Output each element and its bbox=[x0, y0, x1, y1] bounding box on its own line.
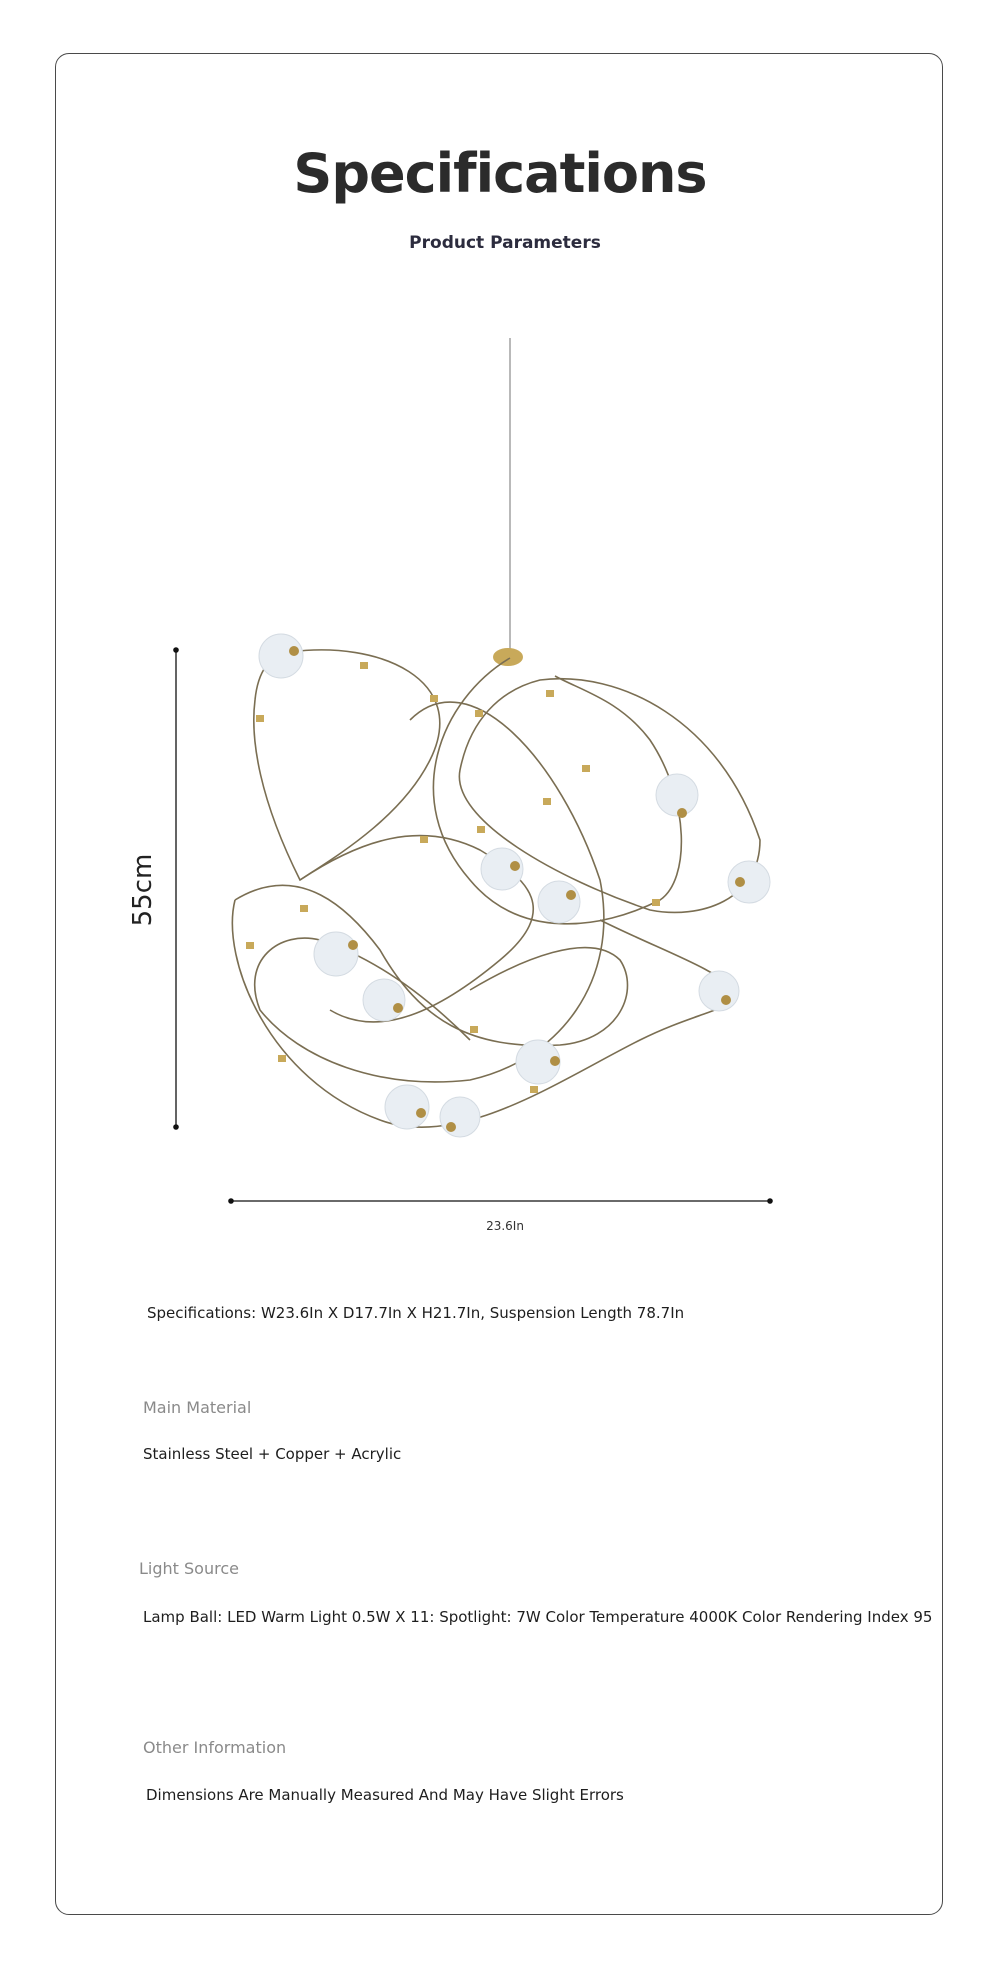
globe bbox=[538, 881, 580, 923]
globe bbox=[259, 634, 303, 678]
socket bbox=[348, 940, 358, 950]
height-dimension-line bbox=[173, 647, 179, 1130]
socket bbox=[721, 995, 731, 1005]
joint bbox=[420, 836, 428, 843]
joint bbox=[246, 942, 254, 949]
socket bbox=[446, 1122, 456, 1132]
socket bbox=[566, 890, 576, 900]
page-title: Specifications bbox=[293, 142, 707, 205]
globe bbox=[699, 971, 739, 1011]
light-source-label: Light Source bbox=[139, 1559, 239, 1578]
socket bbox=[510, 861, 520, 871]
socket bbox=[393, 1003, 403, 1013]
height-dimension-label: 55cm bbox=[128, 853, 158, 927]
other-information-value: Dimensions Are Manually Measured And May Have Slight Errors bbox=[146, 1786, 624, 1804]
joint bbox=[360, 662, 368, 669]
main-material-value: Stainless Steel + Copper + Acrylic bbox=[143, 1445, 402, 1463]
socket bbox=[416, 1108, 426, 1118]
width-dimension-label: 23.6In bbox=[486, 1219, 524, 1233]
joint bbox=[300, 905, 308, 912]
globe bbox=[440, 1097, 480, 1137]
globe bbox=[314, 932, 358, 976]
socket bbox=[289, 646, 299, 656]
globe bbox=[728, 861, 770, 903]
main-material-label: Main Material bbox=[143, 1398, 252, 1417]
globe bbox=[363, 979, 405, 1021]
joint bbox=[470, 1026, 478, 1033]
joint bbox=[652, 899, 660, 906]
globe bbox=[385, 1085, 429, 1129]
joint bbox=[477, 826, 485, 833]
light-source-value: Lamp Ball: LED Warm Light 0.5W X 11: Spotlight: 7W Color Temperature 4000K Color Rendering Index 95 bbox=[143, 1608, 933, 1626]
joint bbox=[278, 1055, 286, 1062]
lamp-globes bbox=[259, 634, 770, 1137]
joint bbox=[530, 1086, 538, 1093]
joint bbox=[543, 798, 551, 805]
joint bbox=[430, 695, 438, 702]
page-subtitle: Product Parameters bbox=[409, 233, 601, 253]
spec-summary: Specifications: W23.6In X D17.7In X H21.7In, Suspension Length 78.7In bbox=[147, 1304, 685, 1322]
socket bbox=[735, 877, 745, 887]
joint bbox=[582, 765, 590, 772]
width-dimension-line bbox=[228, 1198, 773, 1204]
joint bbox=[475, 710, 483, 717]
joint bbox=[256, 715, 264, 722]
socket bbox=[677, 808, 687, 818]
brass-joints bbox=[246, 662, 660, 1093]
joint bbox=[546, 690, 554, 697]
socket bbox=[550, 1056, 560, 1066]
other-information-label: Other Information bbox=[143, 1738, 287, 1757]
ceiling-cap bbox=[493, 648, 523, 666]
globe bbox=[656, 774, 698, 816]
